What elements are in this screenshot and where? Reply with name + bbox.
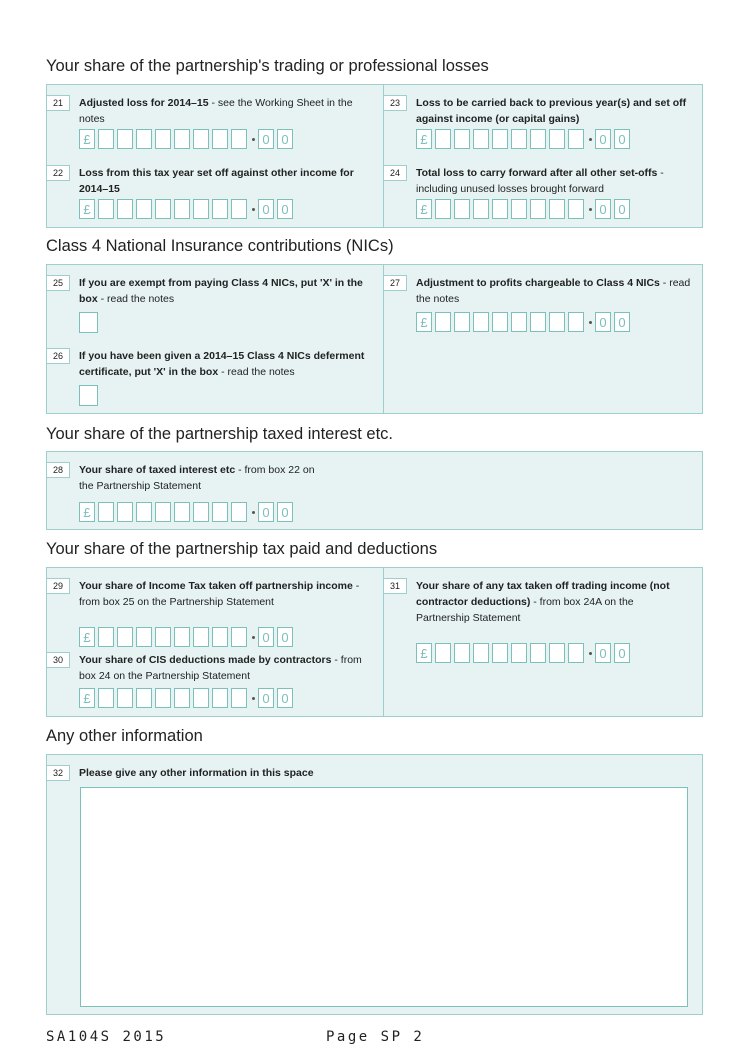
pence-cell: 0	[595, 643, 611, 663]
digit-cell[interactable]	[454, 312, 470, 332]
decimal-point	[252, 636, 255, 639]
digit-cell[interactable]	[155, 502, 171, 522]
question-label: Total loss to carry forward after all other set-offs - including unused losses brought forward	[416, 167, 664, 195]
digit-cell[interactable]	[511, 199, 527, 219]
digit-cell[interactable]	[193, 502, 209, 522]
digit-cell[interactable]	[530, 643, 546, 663]
digit-cell[interactable]	[98, 129, 114, 149]
digit-cell[interactable]	[155, 688, 171, 708]
question-label: Loss from this tax year set off against other income for 2014–15	[79, 167, 354, 195]
decimal-point	[252, 697, 255, 700]
digit-cell[interactable]	[231, 627, 247, 647]
interest-panel	[46, 451, 703, 530]
amount-field-27[interactable]	[416, 311, 633, 333]
digit-cell[interactable]	[98, 627, 114, 647]
digit-cell[interactable]	[136, 502, 152, 522]
amount-field-22[interactable]	[79, 198, 296, 220]
pound-cell: £	[79, 129, 95, 149]
pence-cell: 0	[258, 502, 274, 522]
digit-cell[interactable]	[568, 199, 584, 219]
digit-cell[interactable]	[193, 129, 209, 149]
pence-cell: 0	[277, 129, 293, 149]
decimal-point	[252, 511, 255, 514]
pence-cell: 0	[277, 502, 293, 522]
box-number: 28	[47, 462, 70, 478]
digit-cell[interactable]	[117, 199, 133, 219]
digit-cell[interactable]	[454, 129, 470, 149]
digit-cell[interactable]	[155, 129, 171, 149]
pence-cell: 0	[614, 643, 630, 663]
digit-cell[interactable]	[568, 643, 584, 663]
pence-cell: 0	[277, 199, 293, 219]
box-number: 30	[47, 652, 70, 668]
pound-cell: £	[416, 312, 432, 332]
pence-cell: 0	[614, 199, 630, 219]
digit-cell[interactable]	[231, 502, 247, 522]
digit-cell[interactable]	[473, 312, 489, 332]
amount-field-29[interactable]	[79, 626, 296, 648]
decimal-point	[252, 138, 255, 141]
pound-cell: £	[416, 643, 432, 663]
digit-cell[interactable]	[530, 129, 546, 149]
digit-cell[interactable]	[492, 129, 508, 149]
other-panel	[46, 754, 703, 1015]
decimal-point	[589, 208, 592, 211]
digit-cell[interactable]	[98, 199, 114, 219]
section-title-interest: Your share of the partnership taxed interest etc.	[46, 425, 394, 443]
decimal-point	[589, 321, 592, 324]
digit-cell[interactable]	[231, 199, 247, 219]
amount-field-21[interactable]	[79, 128, 296, 150]
digit-cell[interactable]	[174, 199, 190, 219]
digit-cell[interactable]	[193, 199, 209, 219]
pence-cell: 0	[258, 199, 274, 219]
box-number: 32	[47, 765, 70, 781]
question-label: Your share of taxed interest etc - from box 22 on the Partnership Statement	[79, 464, 315, 492]
digit-cell[interactable]	[98, 688, 114, 708]
form-code: SA104S 2015	[46, 1029, 167, 1045]
digit-cell[interactable]	[174, 688, 190, 708]
pence-cell: 0	[614, 129, 630, 149]
taxpaid-panel	[46, 567, 703, 717]
amount-field-28[interactable]	[79, 501, 296, 523]
digit-cell[interactable]	[549, 129, 565, 149]
decimal-point	[252, 208, 255, 211]
pound-cell: £	[79, 627, 95, 647]
digit-cell[interactable]	[117, 627, 133, 647]
amount-field-24[interactable]	[416, 198, 633, 220]
box-number: 29	[47, 578, 70, 594]
pound-cell: £	[79, 199, 95, 219]
box-number: 24	[384, 165, 407, 181]
pence-cell: 0	[258, 627, 274, 647]
question-label: Your share of any tax taken off trading income (not contractor deductions) - from box 24A on the Partnership Statement	[416, 580, 670, 624]
question-label: Adjusted loss for 2014–15 - see the Working Sheet in the notes	[79, 97, 353, 125]
losses-panel	[46, 84, 703, 228]
box-number: 26	[47, 348, 70, 364]
decimal-point	[589, 652, 592, 655]
digit-cell[interactable]	[454, 199, 470, 219]
digit-cell[interactable]	[492, 312, 508, 332]
box-number: 23	[384, 95, 407, 111]
digit-cell[interactable]	[174, 502, 190, 522]
question-label: If you are exempt from paying Class 4 NICs, put 'X' in the box - read the notes	[79, 277, 363, 305]
section-title-other: Any other information	[46, 727, 203, 745]
pence-cell: 0	[595, 312, 611, 332]
question-label: Your share of CIS deductions made by contractors - from box 24 on the Partnership Statement	[79, 654, 362, 682]
digit-cell[interactable]	[511, 643, 527, 663]
amount-field-30[interactable]	[79, 687, 296, 709]
amount-field-23[interactable]	[416, 128, 633, 150]
digit-cell[interactable]	[212, 199, 228, 219]
box-number: 25	[47, 275, 70, 291]
digit-cell[interactable]	[568, 312, 584, 332]
digit-cell[interactable]	[435, 129, 451, 149]
pence-cell: 0	[277, 627, 293, 647]
digit-cell[interactable]	[549, 199, 565, 219]
digit-cell[interactable]	[98, 502, 114, 522]
digit-cell[interactable]	[549, 312, 565, 332]
digit-cell[interactable]	[193, 688, 209, 708]
pound-cell: £	[416, 199, 432, 219]
pound-cell: £	[416, 129, 432, 149]
digit-cell[interactable]	[435, 643, 451, 663]
box-number: 31	[384, 578, 407, 594]
digit-cell[interactable]	[568, 129, 584, 149]
digit-cell[interactable]	[117, 129, 133, 149]
digit-cell[interactable]	[530, 312, 546, 332]
digit-cell[interactable]	[511, 312, 527, 332]
pence-cell: 0	[277, 688, 293, 708]
digit-cell[interactable]	[155, 199, 171, 219]
digit-cell[interactable]	[511, 129, 527, 149]
section-title-taxpaid: Your share of the partnership tax paid and deductions	[46, 540, 438, 558]
pence-cell: 0	[595, 199, 611, 219]
digit-cell[interactable]	[193, 627, 209, 647]
digit-cell[interactable]	[435, 312, 451, 332]
nics-panel	[46, 264, 703, 414]
digit-cell[interactable]	[155, 627, 171, 647]
digit-cell[interactable]	[492, 643, 508, 663]
digit-cell[interactable]	[435, 199, 451, 219]
pence-cell: 0	[258, 129, 274, 149]
pence-cell: 0	[595, 129, 611, 149]
digit-cell[interactable]	[117, 688, 133, 708]
digit-cell[interactable]	[212, 688, 228, 708]
digit-cell[interactable]	[136, 688, 152, 708]
other-information-textarea[interactable]	[80, 787, 688, 1007]
digit-cell[interactable]	[212, 502, 228, 522]
section-title-nics: Class 4 National Insurance contributions (NICs)	[46, 237, 394, 255]
digit-cell[interactable]	[454, 643, 470, 663]
pence-cell: 0	[258, 688, 274, 708]
digit-cell[interactable]	[174, 627, 190, 647]
decimal-point	[589, 138, 592, 141]
checkbox-26[interactable]	[79, 385, 98, 406]
box-number: 22	[47, 165, 70, 181]
question-label: Please give any other information in this space	[79, 767, 314, 779]
question-label: If you have been given a 2014–15 Class 4 NICs deferment certificate, put 'X' in the box - read the notes	[79, 350, 365, 378]
checkbox-25[interactable]	[79, 312, 98, 333]
amount-field-31[interactable]	[416, 642, 633, 664]
pound-cell: £	[79, 502, 95, 522]
digit-cell[interactable]	[136, 627, 152, 647]
digit-cell[interactable]	[492, 199, 508, 219]
pence-cell: 0	[614, 312, 630, 332]
digit-cell[interactable]	[117, 502, 133, 522]
question-label: Loss to be carried back to previous year(s) and set off against income (or capital gains)	[416, 97, 687, 125]
digit-cell[interactable]	[473, 643, 489, 663]
digit-cell[interactable]	[473, 129, 489, 149]
digit-cell[interactable]	[231, 129, 247, 149]
section-title-losses: Your share of the partnership's trading or professional losses	[46, 57, 489, 75]
digit-cell[interactable]	[174, 129, 190, 149]
digit-cell[interactable]	[212, 627, 228, 647]
digit-cell[interactable]	[212, 129, 228, 149]
digit-cell[interactable]	[136, 129, 152, 149]
question-label: Adjustment to profits chargeable to Class 4 NICs - read the notes	[416, 277, 691, 305]
page-number: Page SP 2	[326, 1029, 425, 1045]
digit-cell[interactable]	[231, 688, 247, 708]
box-number: 27	[384, 275, 407, 291]
pound-cell: £	[79, 688, 95, 708]
digit-cell[interactable]	[136, 199, 152, 219]
digit-cell[interactable]	[549, 643, 565, 663]
question-label: Your share of Income Tax taken off partnership income - from box 25 on the Partnership Statement	[79, 580, 360, 608]
box-number: 21	[47, 95, 70, 111]
digit-cell[interactable]	[473, 199, 489, 219]
digit-cell[interactable]	[530, 199, 546, 219]
